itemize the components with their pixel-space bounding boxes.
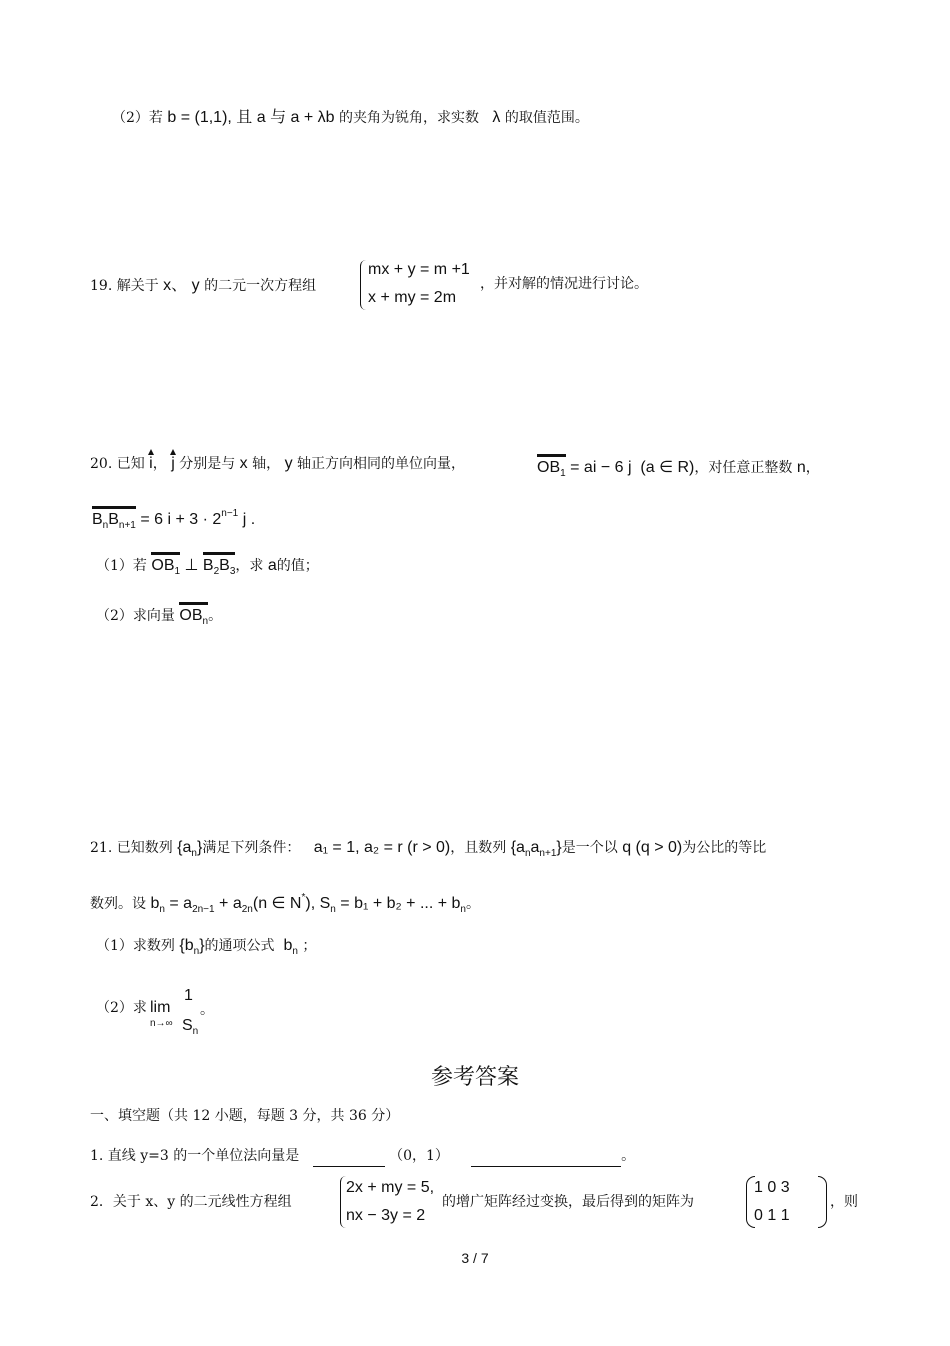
q21-mid1: 满足下列条件： [202,840,301,856]
q21-q: q (q > 0) [622,839,683,856]
answer-1-blank-right [471,1146,621,1167]
q20-p1-a: a [267,557,277,574]
q19-text [90,276,316,296]
q21-p2-prefix: （2）求 [96,1000,147,1016]
q20-line1-right [537,454,820,484]
q21-seq: $\{a_na_{n+1}\}$ [510,839,562,859]
q20-p2-prefix: （2）求向量 [96,608,175,624]
q20-i: i [149,455,153,472]
q20-p1-perp: ⊥ [184,557,199,574]
answer-1-prefix: 1. 直线 y=3 的一个单位法向量是 [90,1148,300,1164]
q20-x: x [239,455,248,472]
answer-1-end: 。 [621,1148,636,1164]
q19-brace [360,260,367,310]
q21-line2-prefix: 数列。设 [90,896,146,912]
q20-j: j [171,455,175,472]
q18-math: b = (1,1), 且 a 与 a + λb [167,109,335,126]
q19-prefix: 19. 解关于 [90,278,159,294]
q21-line2-end: 。 [465,896,480,912]
q19-eq2: x + my = 2m [368,289,457,306]
q20-ob1: $OB_1$ [537,454,566,484]
q20-line1: 20. 已知 i， j 分别是与 x 轴， y 轴正方向相同的单位向量， [90,455,466,472]
q21-line1 [90,838,766,864]
q20-cond: (a ∈ R) [640,459,695,476]
q20-p1-prefix: （1）若 [96,558,147,574]
answers-section: 一、填空题（共 12 小题，每题 3 分，共 36 分） [90,1108,400,1124]
q21-lim: lim [150,999,171,1016]
q20-p1-ob: $OB_1$ [151,552,180,582]
q21-p1-seq: $\{b_n\}$ [179,937,205,957]
q18-part2 [112,108,589,128]
q20-mid1: 分别是与 [179,456,236,472]
answer-2-eq1: 2x + my = 5, [346,1179,435,1196]
q21-p1-prefix: （1）求数列 [96,938,175,954]
q19-suffix: ，并对解的情况进行讨论。 [480,276,648,292]
q20-comma: ， [805,460,820,476]
q20-line2 [92,504,255,536]
answer-2-eq2: nx − 3y = 2 [346,1207,426,1224]
q21-line2 [90,888,480,920]
q20-line2-rhs: = 6 i + 3 · 2 [140,511,222,528]
q21-p1-end: ； [302,938,317,954]
q21-mid2: ，且数列 [450,840,507,856]
answer-2-end: ，则 [830,1194,858,1210]
answer-2-matrix-right-paren [818,1176,827,1228]
q21-prefix: 21. 已知数列 [90,840,173,856]
answer-1-blank-left [313,1146,385,1167]
q18-prefix: （2）若 [112,110,163,126]
q21-lim-sub: n→∞ [150,1018,173,1029]
q20-ob1-rhs: = ai − 6 j [570,459,632,476]
q20-part1 [96,552,319,582]
q21-frac-den: $S_n$ [182,1017,199,1037]
q20-y: y [284,455,293,472]
q20-mid2: 轴， [252,456,281,472]
answer-2-prefix: 2．关于 x、y 的二元线性方程组 [90,1194,292,1210]
q20-prefix: 20. 已知 [90,456,145,472]
q21-cond: a₁ = 1, a₂ = r (r > 0) [313,839,451,856]
answer-2-matrix-row1: 1 0 3 [754,1179,790,1196]
answer-1 [90,1146,635,1167]
q20-p1-suffix: ，求 [235,558,264,574]
q21-mid4: 为公比的等比 [682,840,767,856]
q20-bnbn1: $B_nB_{n+1}$ [92,506,136,536]
q20-n: n [796,459,806,476]
page-number: 3 / 7 [461,1250,489,1266]
q19-eq1: mx + y = m +1 [368,261,470,278]
q21-p2-end: 。 [200,1002,214,1018]
q20-p1-b2b3: $B_2B_3$ [203,552,235,582]
answer-2-mid: 的增广矩阵经过变换，最后得到的矩阵为 [442,1194,694,1210]
q19-vars: x、 y [163,277,200,294]
q21-bn-def: $b_n = a_{2n-1} + a_{2n}(n$ ∈ N*), $S_n = b_1 + b_2$ + ... + $b_n$ [150,892,466,915]
q20-p1-end: 的值； [276,558,319,574]
q21-p1-mid: 的通项公式 [204,938,275,954]
q21-frac-num: 1 [184,987,193,1004]
answers-title: 参考答案 [430,1065,519,1090]
q20-part2 [96,602,222,632]
q21-p1-b: $b_n$ [283,937,298,957]
q20-line2-end: j . [242,511,256,528]
q20-mid4: ，对任意正整数 [694,460,793,476]
q20-p2-ob: $OB_n$ [179,602,208,632]
answer-1-value: （0，1） [389,1148,449,1164]
q20-line2-sup: n−1 [221,508,239,519]
q21-mid3: 是一个以 [561,840,618,856]
q18-var: λ [492,109,501,126]
answer-2-matrix-row2: 0 1 1 [754,1207,790,1224]
q18-suffix: 的夹角为锐角，求实数 [339,110,480,126]
q21-part2 [96,998,147,1018]
q19-mid: 的二元一次方程组 [204,278,317,294]
q20-p2-end: 。 [208,608,223,624]
q18-tail: 的取值范围。 [504,110,589,126]
q21-an: $\{a_n\}$ [177,839,203,859]
q20-mid3: 轴正方向相同的单位向量， [297,456,466,472]
q21-part1 [96,936,316,962]
